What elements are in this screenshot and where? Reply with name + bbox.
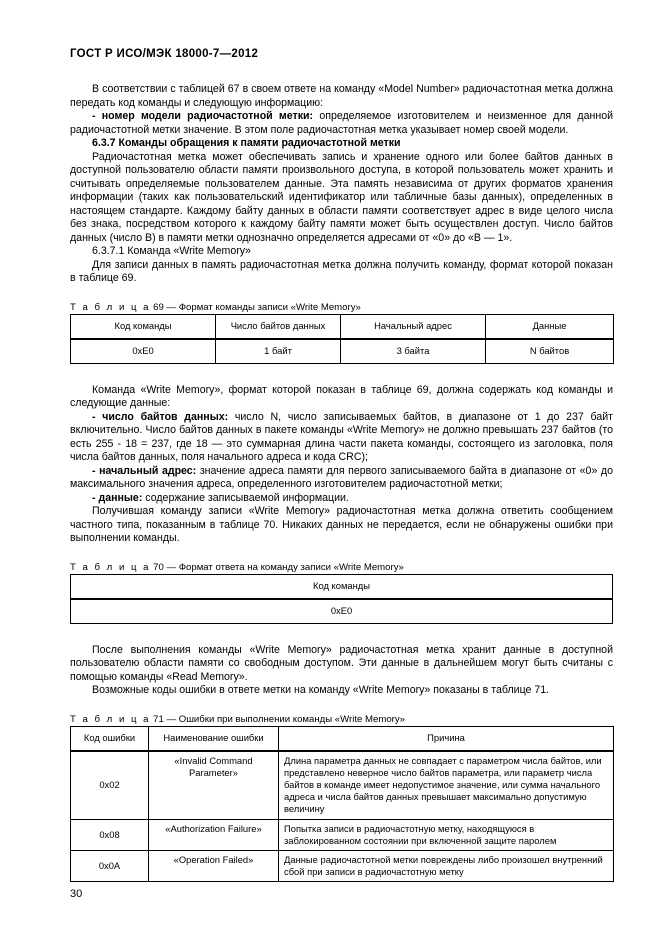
- page-number: 30: [70, 888, 83, 900]
- spacer: [70, 286, 613, 301]
- table-70-header-cell: Код команды: [71, 574, 613, 599]
- table-71-header-cell: Код ошибки: [71, 726, 149, 751]
- table-row: [71, 574, 613, 599]
- heading-6-3-7-1: 6.3.7.1 Команда «Write Memory»: [92, 245, 251, 257]
- table-71-error-code: 0x0A: [71, 850, 149, 881]
- table-row: [71, 850, 614, 881]
- table-71-header-cell: Причина: [279, 726, 614, 751]
- table-71-error-name: «Operation Failed»: [149, 850, 279, 881]
- table-71-caption-text: 71 — Ошибки при выполнении команды «Write Memory»: [150, 713, 405, 725]
- paragraph-error-codes-intro: Возможные коды ошибки в ответе метки на команду «Write Memory» показаны в таблице 71.: [92, 684, 550, 696]
- table-71-error-code: 0x08: [71, 819, 149, 850]
- table-70-caption: [70, 561, 613, 574]
- paragraph-after-execution: После выполнения команды «Write Memory» радиочастотная метка хранит данные в доступной пользователю области памяти со свободным доступом. Эти данные в дальнейшем могут быть считаны с помощью команды «Read Memory».: [70, 643, 613, 683]
- table-69-header-cell: Число байтов данных: [216, 314, 341, 339]
- table-row: [71, 339, 614, 364]
- paragraph-byte-count-item: [70, 411, 613, 465]
- table-row: [71, 314, 614, 339]
- term-model-number: - номер модели радиочастотной метки:: [92, 110, 314, 122]
- spacer: [70, 364, 613, 384]
- table-69-caption-label: Т а б л и ц а: [70, 301, 151, 313]
- table-71-error-name: «Invalid Command Parameter»: [149, 751, 279, 820]
- table-69: [70, 314, 614, 364]
- term-start-address: - начальный адрес:: [92, 464, 197, 477]
- spacer: [70, 698, 613, 713]
- table-71-caption: [70, 713, 613, 726]
- term-model-number-desc: определяемое изготовителем и неизменное для данной радиочастотной метки значение. В этом поле радиочастотная метка указывает номер своей модели.: [70, 110, 614, 136]
- table-71-header-cell: Наименование ошибки: [149, 726, 279, 751]
- table-71-error-reason: Длина параметра данных не совпадает с параметром числа байтов, или представлено неверное число байтов параметра, или параметр числа байтов в команде имеет недопустимое значение, или сумма начального адреса и числа байтов данных превышает максимально допустимую величину: [279, 751, 614, 820]
- table-71-error-reason: Попытка записи в радиочастотную метку, находящуюся в заблокированном состоянии при включенной защите паролем: [279, 819, 614, 850]
- term-data: - данные:: [92, 491, 143, 504]
- paragraph-model-number-item: [70, 110, 613, 137]
- table-row: [71, 599, 613, 624]
- term-byte-count: - число байтов данных:: [92, 410, 229, 423]
- term-byte-count-desc: число N, число записываемых байтов, в диапазоне от 1 до 237 байт включительно. Число байтов данных в пакете команды «Write Memory» не должно превышать 237 байтов (то есть 255 - 18 = 237, где 18 — это суммарная длина части пакета команды, состоящего из заголовка, поля числа байтов данных, поля начального адреса и кода CRC);: [70, 410, 613, 463]
- page-header: ГОСТ Р ИСО/МЭК 18000-7—2012: [70, 48, 259, 60]
- table-69-header-cell: Начальный адрес: [341, 314, 486, 339]
- term-data-desc: содержание записываемой информации.: [142, 491, 349, 504]
- table-71-caption-label: Т а б л и ц а: [70, 713, 151, 725]
- table-70-cell: 0xE0: [71, 599, 613, 624]
- table-69-cell: 1 байт: [216, 339, 341, 364]
- paragraph-data-item: [70, 492, 613, 506]
- paragraph-response-message: Получившая команду записи «Write Memory» радиочастотная метка должна ответить сообщением частного типа, показанным в таблице 70. Никаких данных не передается, если не обнаружены ошибки при выполнении команды.: [70, 505, 613, 544]
- spacer: [70, 546, 613, 561]
- paragraph-write-memory-format: Команда «Write Memory», формат которой показан в таблице 69, должна содержать код команды и следующие данные:: [70, 383, 613, 409]
- table-70-caption-label: Т а б л и ц а: [70, 561, 151, 573]
- paragraph-start-address-item: [70, 465, 613, 492]
- paragraph-model-number-intro: В соответствии с таблицей 67 в своем ответе на команду «Model Number» радиочастотная метка должна передать код команды и следующую информацию:: [70, 83, 613, 109]
- page-content: [70, 83, 613, 882]
- table-71-error-name: «Authorization Failure»: [149, 819, 279, 850]
- table-69-caption-text: 69 — Формат команды записи «Write Memory»: [150, 301, 361, 313]
- table-69-caption: [70, 301, 613, 314]
- term-start-address-desc: значение адреса памяти для первого записываемого байта в диапазоне от «0» до максимального значения адреса, определенного изготовителем радиочастотной метки;: [70, 464, 613, 490]
- table-70-caption-text: 70 — Формат ответа на команду записи «Write Memory»: [150, 561, 404, 573]
- table-71: [70, 726, 614, 883]
- table-row: [71, 726, 614, 751]
- table-70: [70, 574, 613, 624]
- table-71-error-reason: Данные радиочастотной метки повреждены либо произошел внутренний сбой при записи в радиочастотную метку: [279, 850, 614, 881]
- paragraph-memory-commands: Радиочастотная метка может обеспечивать запись и хранение одного или более байтов данных в доступной пользователю области памяти произвольного доступа, в которой пользователь может хранить и считывать определяемые пользователем данные. Эта память независима от других форматов хранения информации (таких как пользовательский идентификатор или табличные базы данных), определенных в настоящем стандарте. Каждому байту данных в области памяти соответствует адрес в виде целого числа без знака, посредством которого к каждому байту памяти может быть осуществлен доступ. Число байтов данных (число B) в памяти метки однозначно определяется адресами от «0» до «B — 1».: [70, 150, 613, 244]
- table-69-cell: 0xE0: [71, 339, 216, 364]
- table-69-cell: 3 байта: [341, 339, 486, 364]
- table-row: [71, 819, 614, 850]
- paragraph-write-memory-intro: Для записи данных в память радиочастотная метка должна получить команду, формат которой показан в таблице 69.: [70, 258, 613, 284]
- table-69-header-cell: Код команды: [71, 314, 216, 339]
- spacer: [70, 624, 613, 644]
- table-69-header-cell: Данные: [486, 314, 614, 339]
- table-69-cell: N байтов: [486, 339, 614, 364]
- table-71-error-code: 0x02: [71, 751, 149, 820]
- table-row: [71, 751, 614, 820]
- heading-6-3-7: 6.3.7 Команды обращения к памяти радиочастотной метки: [92, 137, 401, 149]
